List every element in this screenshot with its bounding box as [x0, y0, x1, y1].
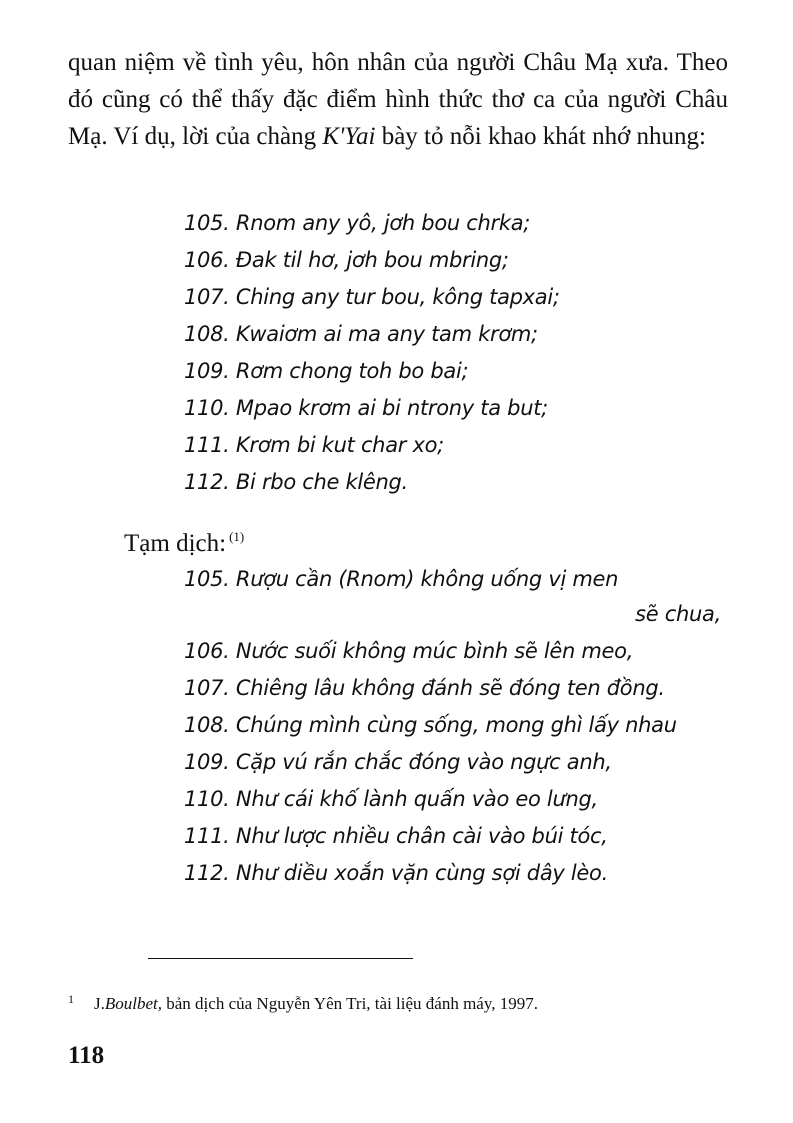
- verse-line: 105. Rnom any yô, jơh bou chrka;: [184, 211, 531, 235]
- verse-line: 112. Như diều xoắn vặn cùng sợi dây lèo.: [184, 861, 608, 885]
- verse-line: 110. Như cái khố lành quấn vào eo lưng,: [184, 787, 598, 811]
- footnote-author-prefix: J.: [94, 994, 105, 1013]
- verse-line: 107. Ching any tur bou, kông tapxai;: [184, 285, 560, 309]
- verse-line: 112. Bi rbo che klêng.: [184, 470, 408, 494]
- intro-text-after: bày tỏ nỗi khao khát nhớ nhung:: [375, 123, 706, 150]
- intro-text-before: quan niệm về tình yêu, hôn nhân của người Châu Mạ xưa. Theo đó cũng có thể thấy đặc điểm hình thức thơ ca của người Châu Mạ. Ví dụ, lời của chàng: [68, 49, 728, 150]
- verse-line: 107. Chiêng lâu không đánh sẽ đóng ten đồng.: [184, 676, 665, 700]
- verse-line: 108. Chúng mình cùng sống, mong ghì lấy nhau: [184, 713, 677, 737]
- footnote-author: Boulbet,: [104, 994, 163, 1013]
- verse-line: 106. Đak til hơ, jơh bou mbring;: [184, 248, 509, 272]
- translation-label-text: Tạm dịch:: [124, 530, 227, 557]
- verse-line-continuation: sẽ chua,: [635, 602, 721, 626]
- verse-line: 111. Krơm bi kut char xo;: [184, 433, 444, 457]
- translated-verse-first-line: [184, 561, 618, 598]
- footnote: [68, 988, 538, 1015]
- verse-line: 106. Nước suối không múc bình sẽ lên meo,: [184, 639, 634, 663]
- intro-paragraph: [68, 44, 728, 155]
- verse-line: 109. Rơm chong toh bo bai;: [184, 359, 469, 383]
- footnote-reference: (1): [229, 529, 245, 544]
- verse-line: 109. Cặp vú rắn chắc đóng vào ngực anh,: [184, 750, 612, 774]
- verse-line: 108. Kwaiơm ai ma any tam krơm;: [184, 322, 538, 346]
- speaker-name: K'Yai: [322, 123, 376, 150]
- translation-label: [124, 518, 244, 562]
- original-verse-block: [184, 205, 560, 501]
- verse-line: 111. Như lược nhiều chân cài vào búi tóc,: [184, 824, 608, 848]
- intro-text: [68, 44, 728, 155]
- verse-line: 105. Rượu cần (Rnom) không uống vị men: [184, 567, 619, 591]
- page-number: 118: [68, 1042, 105, 1069]
- footnote-divider: [148, 958, 413, 959]
- verse-line: 110. Mpao krơm ai bi ntrony ta but;: [184, 396, 548, 420]
- footnote-marker: 1: [68, 992, 74, 1006]
- translated-verse-block: [184, 633, 677, 892]
- footnote-text: bản dịch của Nguyễn Yên Tri, tài liệu đánh máy, 1997.: [162, 994, 538, 1013]
